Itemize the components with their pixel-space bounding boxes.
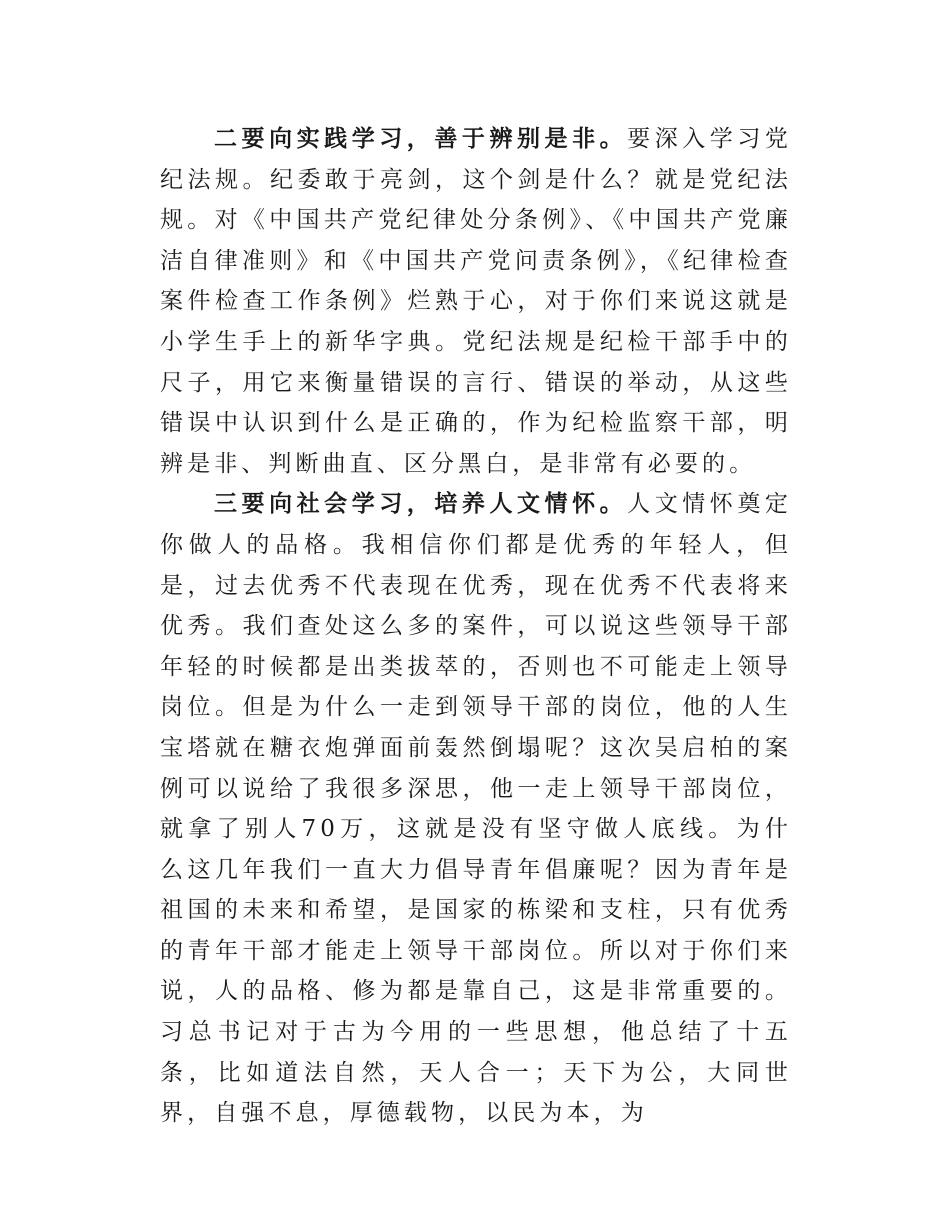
paragraph-society [160, 484, 792, 1134]
paragraph-society-heading: 三要向社会学习，培养人文情怀。 [214, 490, 628, 518]
paragraph-practice-heading: 二要向实践学习，善于辨别是非。 [214, 125, 628, 152]
paragraph-practice [160, 119, 792, 484]
paragraph-practice-text: 要深入学习党纪法规。纪委敢于亮剑，这个剑是什么？就是党纪法规。对《中国共产党纪律处分条例》、《中国共产党廉洁自律准则》和《中国共产党问责条例》，《纪律检查案件检查工作条例》烂熟于心，对于你们来说这就是小学生手上的新华字典。党纪法规是纪检干部手中的尺子，用它来衡量错误的言行、错误的举动，从这些错误中认识到什么是正确的，作为纪检监察干部，明辨是非、判断曲直、区分黑白，是非常有必要的。 [160, 126, 792, 477]
paragraph-society-text: 人文情怀奠定你做人的品格。我相信你们都是优秀的年轻人，但是，过去优秀不代表现在优秀，现在优秀不代表将来优秀。我们查处这么多的案件，可以说这些领导干部年轻的时候都是出类拔萃的，否则也不可能走上领导岗位。但是为什么一走到领导干部的岗位，他的人生宝塔就在糖衣炮弹面前轰然倒塌呢？这次吴启柏的案例可以说给了我很多深思，他一走上领导干部岗位，就拿了别人70万，这就是没有坚守做人底线。为什么这几年我们一直大力倡导青年倡廉呢？因为青年是祖国的未来和希望，是国家的栋梁和支柱，只有优秀的青年干部才能走上领导干部岗位。所以对于你们来说，人的品格、修为都是靠自己，这是非常重要的。习总书记对于古为今用的一些思想，他总结了十五条，比如道法自然，天人合一；天下为公，大同世界，自强不息，厚德载物，以民为本，为 [160, 491, 792, 1127]
document-body [160, 119, 792, 1134]
